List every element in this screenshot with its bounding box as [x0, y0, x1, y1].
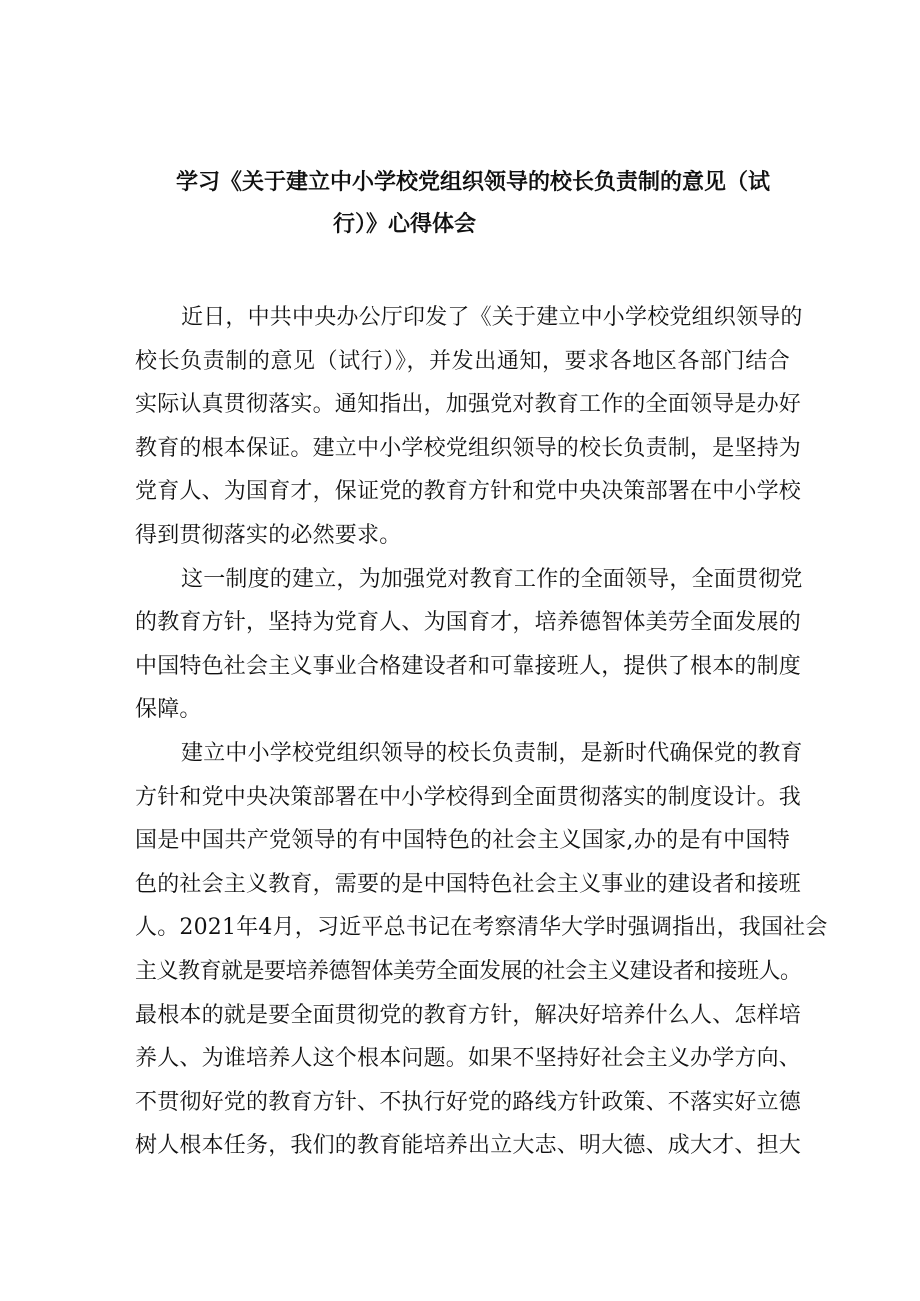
paragraph-line: 保障。 [135, 697, 202, 723]
paragraph-line: 方针和党中央决策部署在中小学校得到全面贯彻落实的制度设计。我 [135, 784, 802, 810]
paragraph-line: 近日，中共中央办公厅印发了《关于建立中小学校党组织领导的 [181, 305, 803, 330]
paragraph-3 [135, 732, 828, 1168]
paragraph-line: 中国特色社会主义事业合格建设者和可靠接班人，提供了根本的制度 [135, 653, 802, 679]
paragraph-line: 建立中小学校党组织领导的校长负责制，是新时代确保党的教育 [181, 740, 803, 766]
document-body [135, 296, 828, 1168]
paragraph-line: 实际认真贯彻落实。通知指出，加强党对教育工作的全面领导是办好 [135, 392, 802, 418]
paragraph-line: 主义教育就是要培养德智体美劳全面发展的社会主义建设者和接班人。 [135, 958, 802, 984]
document-title-line-1: 学习《关于建立中小学校党组织领导的校长负责制的意见（试 [176, 170, 771, 195]
paragraph-line: 教育的根本保证。建立中小学校党组织领导的校长负责制，是坚持为 [135, 435, 802, 461]
paragraph-line: 养人、为谁培养人这个根本问题。如果不坚持好社会主义办学方向、 [135, 1046, 802, 1072]
paragraph-line: 树人根本任务，我们的教育能培养出立大志、明大德、成大才、担大 [135, 1133, 802, 1159]
paragraph-line: 人。2021年4月，习近平总书记在考察清华大学时强调指出，我国社会 [135, 915, 828, 941]
document-title-line-2: 行）》心得体会 [333, 212, 477, 237]
paragraph-line: 最根本的就是要全面贯彻党的教育方针，解决好培养什么人、怎样培 [135, 1002, 802, 1028]
paragraph-1 [135, 296, 803, 558]
paragraph-line: 不贯彻好党的教育方针、不执行好党的路线方针政策、不落实好立德 [135, 1089, 802, 1115]
paragraph-line: 色的社会主义教育，需要的是中国特色社会主义事业的建设者和接班 [135, 871, 802, 897]
paragraph-line: 校长负责制的意见（试行）》，并发出通知，要求各地区各部门结合 [135, 348, 790, 374]
paragraph-line: 国是中国共产党领导的有中国特色的社会主义国家,办的是有中国特 [135, 828, 790, 854]
paragraph-line: 党育人、为国育才，保证党的教育方针和党中央决策部署在中小学校 [135, 479, 802, 505]
paragraph-line: 得到贯彻落实的必然要求。 [135, 522, 402, 548]
paragraph-line: 的教育方针，坚持为党育人、为国育才，培养德智体美劳全面发展的 [135, 610, 802, 636]
paragraph-line: 这一制度的建立，为加强党对教育工作的全面领导，全面贯彻党 [181, 566, 803, 592]
paragraph-2 [135, 558, 803, 732]
